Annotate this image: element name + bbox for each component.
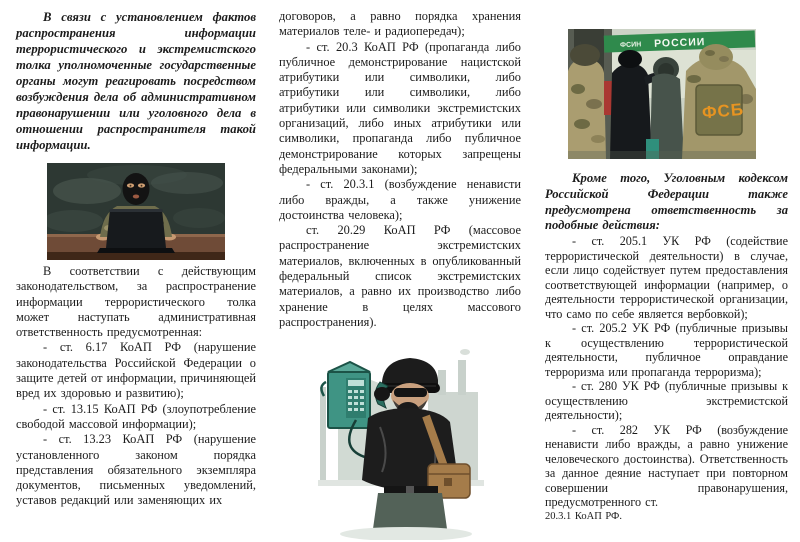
payphone-illustration-art	[310, 332, 490, 540]
paragraph-continuation: договоров, а равно порядка хранения материалов теле- и радиопередач);	[279, 9, 521, 39]
list-item-st-205-1: - ст. 205.1 УК РФ (содействие террористической деятельности) в случае, если лицо содействует путем предоставления соответствующей информации (например, о деятельности террористической организации, что само по себе является вербовкой);	[545, 234, 788, 321]
left-column-intro	[16, 9, 256, 153]
fsb-vest-label: ФСБ	[701, 99, 745, 123]
intro-paragraph-right: Кроме того, Уголовным кодексом Российской Федерации также предусмотрена ответственность за подобные действия:	[545, 171, 788, 233]
middle-column-body	[279, 9, 521, 330]
masked-hacker-photo	[47, 163, 225, 260]
man-at-payphone-illustration	[310, 332, 490, 540]
intro-paragraph-left: В связи с установлением фактов распространения информации террористического и экстремистского толка уполномоченные государственные органы могут реагировать посредством возбуждения дела об административном правонарушении или уголовного дела в отношении распространителя такой информации.	[16, 10, 256, 152]
list-item-st-205-2: - ст. 205.2 УК РФ (публичные призывы к осуществлению террористической деятельности, публичное оправдание терроризма или пропаганда терроризма);	[545, 321, 788, 379]
right-column-body	[545, 171, 788, 524]
list-item-st-280: - ст. 280 УК РФ (публичные призывы к осуществлению экстремистской деятельности);	[545, 379, 788, 423]
list-item-st-6-17: - ст. 6.17 КоАП РФ (нарушение законодательства Российской Федерации о защите детей от информации, причиняющей вред их здоровью и развитию);	[16, 340, 256, 401]
list-item-st-20-3: - ст. 20.3 КоАП РФ (пропаганда либо публичное демонстрирование нацистской атрибутики или символики, либо атрибутики или символики, либо атрибутики или символики экстремистских организаций, либо иных атрибутики или символики, пропаганда либо публичное демонстрирование которых запрещены федеральными законами);	[279, 39, 521, 176]
list-item-st-20-3-1: - ст. 20.3.1 (возбуждение ненависти либо вражды, а также унижение достоинства человека);	[279, 177, 521, 222]
masked-hacker-photo-art	[47, 163, 225, 260]
paragraph-lead-left: В соответствии с действующим законодательством, за распространение информации террористического толка может наступать административная ответственность предусмотренная:	[16, 264, 256, 340]
fsb-arrest-photo	[568, 29, 756, 159]
list-item-st-13-23: - ст. 13.23 КоАП РФ (нарушение установленного законом порядка представления обязательного экземпляра документов, письменных уведомлений, уставов редакций или заменяющих их	[16, 432, 256, 508]
list-item-st-282: - ст. 282 УК РФ (возбуждение ненависти либо вражды, а равно унижение человеческого достоинства). Ответственность за данное деяние наступает при повторном совершении правонарушения, предусмотренного ст.	[545, 422, 788, 510]
list-item-st-13-15: - ст. 13.15 КоАП РФ (злоупотребление свободой массовой информации);	[16, 401, 256, 431]
left-column-body	[16, 264, 256, 509]
list-item-st-20-29: ст. 20.29 КоАП РФ (массовое распространение экстремистских материалов, включенных в опубликованный федеральный список экстремистских материалов, а равно их производство либо хранение в целях массового распространения).	[279, 223, 521, 329]
footnote-st-20-3-1: 20.3.1 КоАП РФ.	[545, 510, 622, 522]
fsb-arrest-photo-art	[568, 29, 756, 159]
banner-text-rossii: РОССИИ	[653, 36, 706, 50]
banner-text-fsin: ФСИН	[620, 41, 642, 50]
